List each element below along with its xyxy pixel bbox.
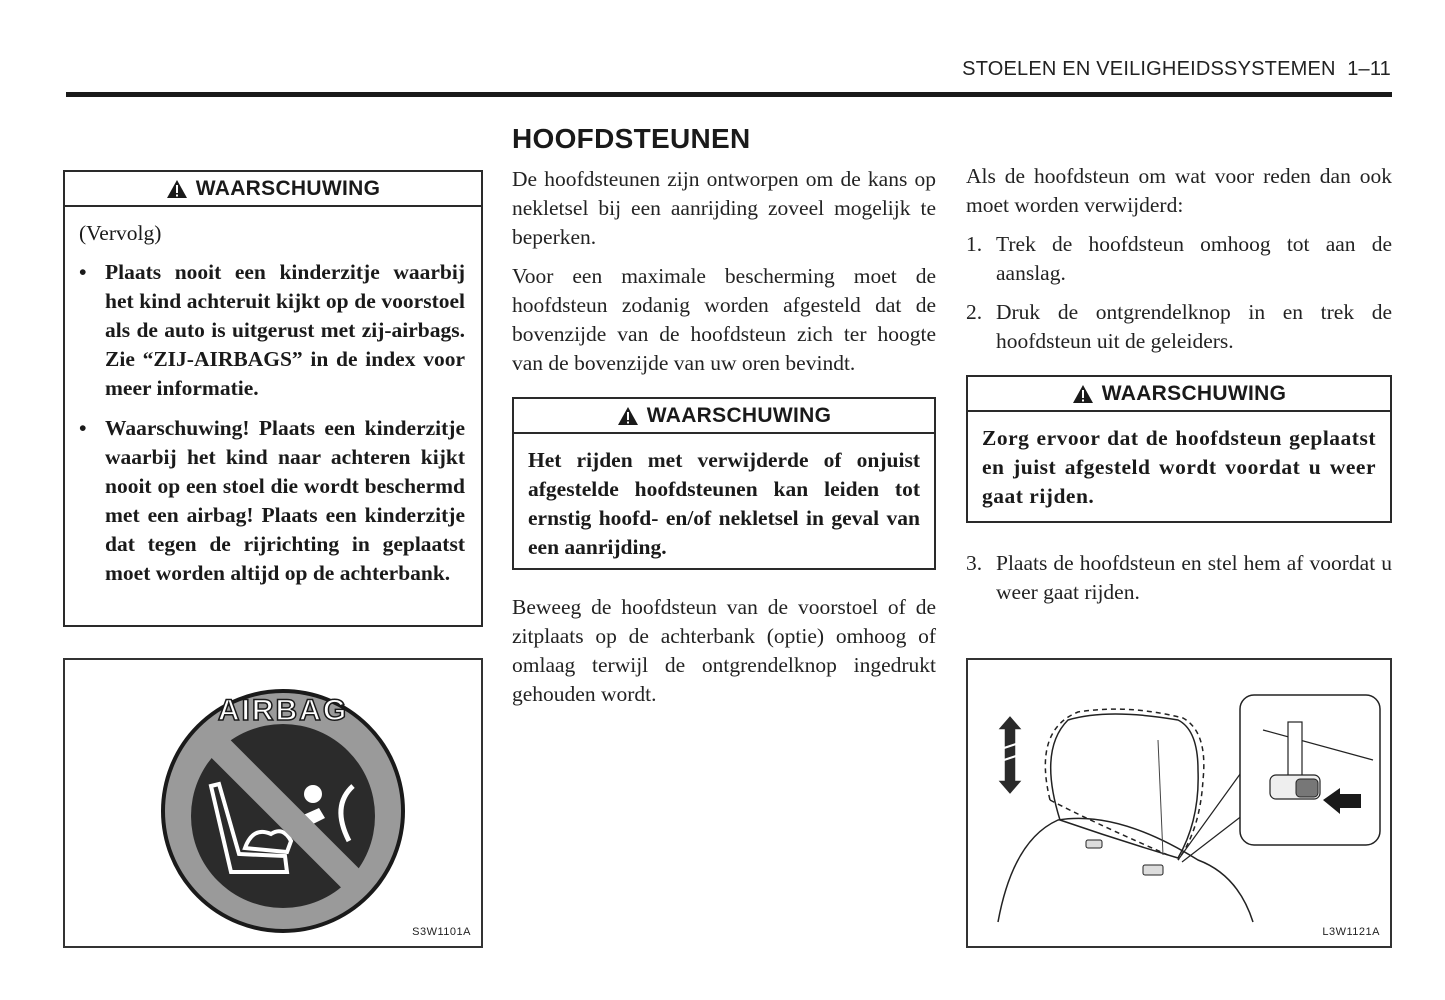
page-number: 1–11 xyxy=(1347,58,1391,80)
figure-code: S3W1101A xyxy=(412,926,471,938)
figure-code: L3W1121A xyxy=(1322,926,1380,938)
airbag-label: AIRBAG xyxy=(217,694,349,727)
step-item: 2. Druk de ontgrendelknop in en trek de hoofdsteun uit de geleiders. xyxy=(966,300,1392,353)
warning-heading: WAARSCHUWING xyxy=(195,176,381,200)
intro-paragraphs xyxy=(512,165,936,378)
figure-airbag-warning xyxy=(63,658,483,948)
header-rule xyxy=(66,92,1392,97)
up-down-arrow-icon xyxy=(997,715,1023,795)
warning-bullet: • Plaats nooit een kinderzitje waarbij het kind achteruit kijkt op de voorstoel als de auto is uitgerust met zij-airbags. Zie “ZIJ-AIRBAGS” in de index voor meer informatie. xyxy=(79,260,465,400)
section-title: HOOFDSTEUNEN xyxy=(512,123,751,154)
warning-header xyxy=(65,172,481,207)
removal-steps xyxy=(966,230,1392,356)
warning-heading: WAARSCHUWING xyxy=(1101,381,1287,405)
step-three xyxy=(966,549,1392,607)
adjust-paragraph: Beweeg de hoofdsteun van de voorstoel of de zitplaats op de achterbank (optie) omhoog of omlaag terwijl de ontgrendelknop ingedrukt gehouden wordt. xyxy=(512,595,936,706)
removal-instructions xyxy=(966,162,1392,356)
warning-header xyxy=(968,377,1390,412)
warning-bullet-list xyxy=(79,258,465,588)
warning-box-headrest xyxy=(512,397,936,570)
bullet-icon: • xyxy=(79,416,87,440)
step-item: 3. Plaats de hoofdsteun en stel hem af voordat u weer gaat rijden. xyxy=(966,551,1392,604)
warning-header xyxy=(514,399,934,434)
warning-triangle-icon xyxy=(617,406,639,426)
warning-heading: WAARSCHUWING xyxy=(646,403,832,427)
step-item: 1. Trek de hoofdsteun omhoog tot aan de aanslag. xyxy=(966,232,1392,285)
continued-label: (Vervolg) xyxy=(79,221,162,245)
chapter-title: STOELEN EN VEILIGHEIDSSYSTEMEN xyxy=(962,58,1336,80)
paragraph: Voor een maximale bescherming moet de hoofdsteun zodanig worden afgesteld dat de bovenzijde van de hoofdsteun zich ter hoogte van de bovenzijde van uw oren bevindt. xyxy=(512,264,936,375)
figure-headrest xyxy=(966,658,1392,948)
removal-intro: Als de hoofdsteun om wat voor reden dan ook moet worden verwijderd: xyxy=(966,164,1392,217)
warning-triangle-icon xyxy=(166,179,188,199)
warning-text: Het rijden met verwijderde of onjuist afgestelde hoofdsteunen kan leiden tot ernstig hoofd- en/of nekletsel in geval van een aanrijding. xyxy=(528,448,920,559)
warning-triangle-icon xyxy=(1072,384,1094,404)
paragraph: De hoofdsteunen zijn ontworpen om de kans op nekletsel bij een aanrijding zoveel mogelijk te beperken. xyxy=(512,167,936,249)
warning-text: Zorg ervoor dat de hoofdsteun geplaatst en juist afgesteld wordt voordat u weer gaat rijden. xyxy=(982,426,1376,508)
warning-box-reinstall xyxy=(966,375,1392,523)
no-child-seat-airbag-icon xyxy=(153,676,413,936)
headrest-diagram xyxy=(968,660,1390,946)
bullet-icon: • xyxy=(79,260,87,284)
warning-bullet: • Waarschuwing! Plaats een kinderzitje waarbij het kind naar achteren kijkt nooit op een stoel die wordt beschermd met een airbag! Plaats een kinderzitje dat tegen de rijrichting in geplaatst moet worden altijd op de achterbank. xyxy=(79,416,465,585)
running-header xyxy=(962,58,1391,81)
warning-box-child-seat xyxy=(63,170,483,627)
